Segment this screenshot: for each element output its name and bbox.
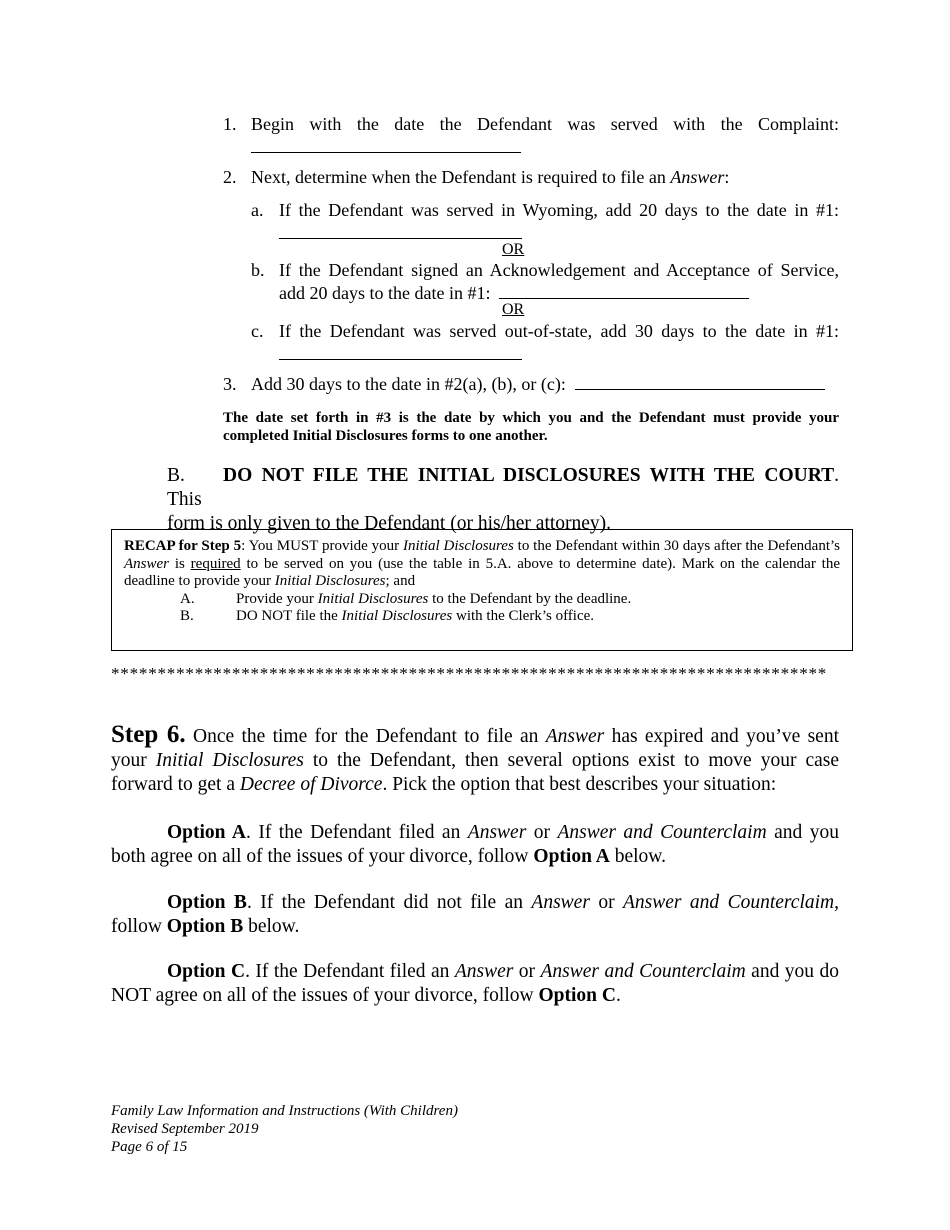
option-a-label: Option A — [167, 822, 246, 843]
recap-item-b: B. DO NOT file the Initial Disclosures with the Clerk’s office. — [180, 608, 595, 624]
section-b-label: B. — [167, 465, 185, 486]
sub-item-text-line2: add 20 days to the date in #1: — [279, 282, 839, 305]
list-item-text: Begin with the date the Defendant was served with the Complaint: — [251, 114, 839, 134]
option-c-paragraph: Option C. If the Defendant filed an Answer or Answer and Counterclaim and you do NOT agree on all of the issues of your divorce, follow Option C. — [111, 961, 839, 1006]
option-c-label: Option C — [167, 961, 246, 982]
option-b-label: Option B — [167, 892, 247, 913]
section-b-heading: DO NOT FILE THE INITIAL DISCLOSURES WITH THE COURT — [223, 465, 835, 486]
step-6-paragraph: Step 6. Once the time for the Defendant to file an Answer has expired and you’ve sent your Initial Disclosures to the Defendant, then several options exist to move your case forward to get a Decree of Divorce. Pick the option that best describes your situation: — [111, 721, 840, 795]
recap-item-a: A. Provide your Initial Disclosures to the Defendant by the deadline. — [180, 590, 632, 607]
footer-title: Family Law Information and Instructions (With Children) — [111, 1103, 458, 1119]
recap-text: RECAP for Step 5: You MUST provide your Initial Disclosures to the Defendant within 30 days after the Defendant’s Answer is required to be served on you (use the table in 5.A. above to determine date). Mark on the calendar the deadline to provide your Initial Disclosures; and — [124, 538, 841, 589]
list-item-2 — [223, 166, 839, 189]
step-6-heading: Step 6. — [111, 721, 186, 748]
list-item-text: Add 30 days to the date in #2(a), (b), or (c): — [251, 373, 839, 396]
sub-item-text-line1: If the Defendant signed an Acknowledgement and Acceptance of Service, — [279, 260, 839, 280]
option-a-paragraph: Option A. If the Defendant filed an Answer or Answer and Counterclaim and you both agree on all of the issues of your divorce, follow Option A below. — [111, 822, 839, 867]
list-item-text: Next, determine when the Defendant is required to file an Answer: — [251, 167, 730, 187]
blank-line — [575, 374, 825, 390]
sub-letter: b. — [251, 260, 265, 280]
recap-title: RECAP for Step 5 — [124, 538, 242, 554]
list-item-1 — [223, 113, 839, 159]
blank-line — [279, 222, 839, 245]
sub-item-c — [251, 320, 839, 366]
footer-page-number: Page 6 of 15 — [111, 1139, 188, 1155]
or-label: OR — [502, 241, 525, 258]
sub-letter: a. — [251, 200, 264, 220]
option-b-paragraph: Option B. If the Defendant did not file an Answer or Answer and Counterclaim, follow Option B below. — [111, 892, 839, 937]
sub-letter: c. — [251, 321, 264, 341]
or-label: OR — [502, 301, 525, 318]
sub-item-b — [251, 259, 839, 305]
footer-revised: Revised September 2019 — [111, 1121, 259, 1137]
list-number: 1. — [223, 114, 237, 134]
list-number: 3. — [223, 374, 237, 394]
section-b: B. DO NOT FILE THE INITIAL DISCLOSURES WITH THE COURT. This form is only given to the Defendant (or his/her attorney). — [167, 465, 839, 534]
date-note: The date set forth in #3 is the date by which you and the Defendant must provide your completed Initial Disclosures forms to one another. — [223, 410, 839, 444]
blank-line — [251, 136, 839, 159]
sub-item-a — [251, 199, 839, 245]
blank-line — [499, 283, 749, 299]
section-b-text: form is only given to the Defendant (or his/her attorney). — [167, 513, 612, 534]
list-item-3 — [223, 373, 839, 396]
blank-line — [279, 343, 839, 366]
sub-item-text: If the Defendant was served out-of-state, add 30 days to the date in #1: — [279, 321, 839, 341]
sub-item-text: If the Defendant was served in Wyoming, add 20 days to the date in #1: — [279, 200, 839, 220]
star-divider: ***************************************************************************** — [111, 664, 828, 683]
recap-box — [111, 529, 853, 651]
list-number: 2. — [223, 167, 237, 187]
page-footer — [111, 1102, 611, 1156]
